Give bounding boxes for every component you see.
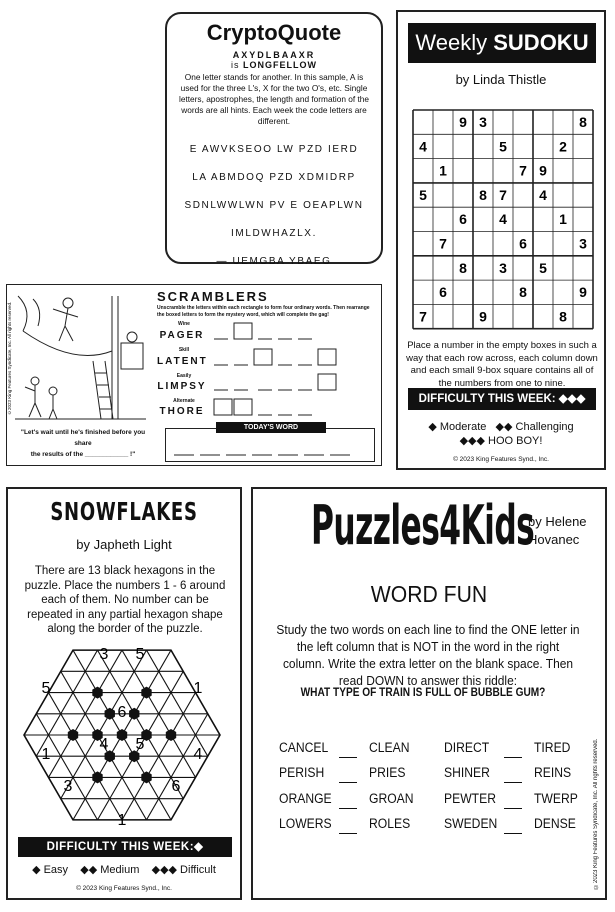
answer-blank[interactable] xyxy=(504,768,522,783)
puzzles4kids-title: Puzzles4Kids xyxy=(311,494,535,557)
snowflakes-level-difficult: ◆◆◆ Difficult xyxy=(151,864,216,876)
todays-word-box[interactable] xyxy=(165,424,375,462)
cryptoquote-sample-answer: LONGFELLOW xyxy=(243,60,317,70)
sudoku-level-moderate: ◆ Moderate xyxy=(428,421,487,433)
snowflakes-level-medium: ◆◆ Medium xyxy=(80,864,140,876)
puzzles4kids-credit: ©2023 King Features Syndicate, Inc. All rights reserved. xyxy=(593,738,599,889)
sudoku-levels xyxy=(398,420,604,448)
sudoku-given-digit: 1 xyxy=(439,162,447,179)
black-hexagon xyxy=(117,729,127,741)
snowflakes-byline: by Japheth Light xyxy=(76,537,172,552)
snowflakes-given-number: 4 xyxy=(99,736,109,753)
answer-blank[interactable] xyxy=(504,743,522,758)
puzzles4kids-subtitle: WORD FUN xyxy=(370,581,488,607)
scramblers-word: PAGER xyxy=(159,330,205,341)
cryptoquote-sample-is: is xyxy=(230,60,240,70)
snowflakes-title: SNOWFLAKES xyxy=(50,497,198,526)
black-hexagon xyxy=(92,687,102,699)
sudoku-given-digit: 1 xyxy=(559,211,567,228)
scramblers-caption xyxy=(13,427,153,460)
snowflakes-given-number: 1 xyxy=(117,812,127,829)
snowflakes-given-number: 4 xyxy=(193,746,203,763)
sudoku-instructions: Place a number in the empty boxes in such a way that each row across, each column down and each small 9-box square contains all of the numbers from one to nine. xyxy=(406,340,598,389)
sudoku-given-digit: 6 xyxy=(519,235,527,252)
black-hexagon xyxy=(129,708,139,720)
sudoku-level-challenging: ◆◆ Challenging xyxy=(495,421,574,433)
scramblers-hint: Skill xyxy=(178,347,190,353)
puzzles4kids-instructions: Study the two words on each line to find the ONE letter in the left column that is NOT in the word in the right column. Write the extra letter on the blank space. Then read DOWN to answer this riddle: xyxy=(276,622,580,688)
answer-blank[interactable] xyxy=(339,819,357,834)
sudoku-given-digit: 9 xyxy=(539,162,547,179)
scramblers-word: THORE xyxy=(159,406,205,417)
todays-word-blanks xyxy=(172,443,367,457)
sudoku-title-bold: SUDOKU xyxy=(493,30,589,55)
sudoku-given-digit: 8 xyxy=(459,259,467,276)
sudoku-given-digit: 8 xyxy=(479,186,487,203)
snowflakes-given-number: 3 xyxy=(63,778,73,795)
sudoku-grid[interactable] xyxy=(412,109,594,330)
black-hexagon xyxy=(68,729,78,741)
cryptoquote-sample-code: AXYDLBAAXR xyxy=(232,50,316,60)
sudoku-given-digit: 8 xyxy=(519,284,527,301)
snowflakes-difficulty-banner: DIFFICULTY THIS WEEK:◆ xyxy=(18,837,232,857)
sudoku-given-digit: 5 xyxy=(419,186,427,203)
answer-blank[interactable] xyxy=(504,819,522,834)
sudoku-given-digit: 7 xyxy=(519,162,527,179)
snowflakes-given-number: 6 xyxy=(171,778,181,795)
snowflakes-given-number: 3 xyxy=(99,646,109,663)
scramblers-caption-blank: ____________ !" xyxy=(84,451,136,458)
snowflakes-given-number: 5 xyxy=(41,680,51,697)
scramblers-hint: Easily xyxy=(176,373,192,379)
answer-blank[interactable] xyxy=(339,768,357,783)
cryptoquote-line: E AWVKSEOO LW PZD IERD xyxy=(189,144,359,155)
sudoku-copyright: © 2023 King Features Synd., Inc. xyxy=(453,456,549,463)
cryptoquote-rules: One letter stands for another. In this sample, A is used for the three L's, X for the two O's, etc. Single letters, apostrophes, the length and formation of the words are all hints. Each week the code letters are different. xyxy=(178,72,370,126)
sudoku-given-digit: 9 xyxy=(479,308,487,325)
sudoku-given-digit: 4 xyxy=(499,211,507,228)
word-right-b: REINS xyxy=(534,765,572,780)
snowflakes-instructions: There are 13 black hexagons in the puzzle. Place the numbers 1 - 6 around each of them. No number can be repeated in any partial hexagon shape along the border of the puzzle. xyxy=(24,565,226,635)
snowflakes-given-number: 6 xyxy=(117,704,127,721)
sudoku-given-digit: 3 xyxy=(579,235,587,252)
word-right-a: DIRECT xyxy=(444,740,490,755)
word-left-b: GROAN xyxy=(369,791,414,806)
scramblers-word: LIMPSY xyxy=(157,381,207,392)
todays-word-label: TODAY'S WORD xyxy=(216,422,326,433)
scramblers-word: LATENT xyxy=(157,356,208,367)
word-left-a: PERISH xyxy=(279,765,325,780)
snowflakes-levels xyxy=(8,863,240,876)
black-hexagon xyxy=(105,708,115,720)
snowflakes-copyright: © 2023 King Features Synd., Inc. xyxy=(76,885,172,892)
sudoku-given-digit: 9 xyxy=(459,114,467,130)
sudoku-given-digit: 4 xyxy=(539,186,547,203)
sudoku-given-digit: 6 xyxy=(439,284,447,301)
sudoku-panel xyxy=(396,10,606,470)
snowflakes-given-number: 5 xyxy=(135,736,145,753)
word-left-a: ORANGE xyxy=(279,791,332,806)
cryptoquote-line: IMLDWHAZLX. xyxy=(231,228,317,239)
black-hexagon xyxy=(141,687,151,699)
sudoku-given-digit: 7 xyxy=(499,186,507,203)
answer-blank[interactable] xyxy=(339,743,357,758)
sudoku-given-digit: 5 xyxy=(499,138,507,155)
sudoku-title-light: Weekly xyxy=(415,30,488,55)
puzzles4kids-question: WHAT TYPE OF TRAIN IS FULL OF BUBBLE GUM? xyxy=(300,687,546,699)
answer-blank[interactable] xyxy=(504,794,522,809)
word-right-a: PEWTER xyxy=(444,791,496,806)
puzzles4kids-byline-1: by Helene xyxy=(528,514,587,529)
sudoku-given-digit: 2 xyxy=(559,138,567,155)
scramblers-answer-slots[interactable] xyxy=(212,319,378,421)
cryptoquote-line: SDNLWWLWN PV E OEAPLWN xyxy=(184,200,364,211)
word-left-a: LOWERS xyxy=(279,816,332,831)
scramblers-caption-line1: "Let's wait until he's finished before you share xyxy=(20,429,146,447)
sudoku-given-digit: 6 xyxy=(459,211,467,228)
sudoku-given-digit: 7 xyxy=(439,235,447,252)
snowflakes-given-number: 5 xyxy=(135,646,145,663)
sudoku-given-digit: 3 xyxy=(479,114,487,130)
word-right-b: TWERP xyxy=(534,791,578,806)
cryptoquote-title: CryptoQuote xyxy=(206,20,342,45)
scramblers-cartoon xyxy=(13,291,148,423)
sudoku-given-digit: 8 xyxy=(559,308,567,325)
scramblers-hint: Wine xyxy=(178,321,190,327)
sudoku-given-digit: 9 xyxy=(579,284,587,301)
black-hexagon xyxy=(166,729,176,741)
snowflakes-grid[interactable] xyxy=(18,635,234,835)
sudoku-difficulty-banner: DIFFICULTY THIS WEEK: ◆◆◆ xyxy=(408,388,596,410)
puzzles4kids-panel xyxy=(251,487,607,900)
sudoku-given-digit: 5 xyxy=(539,259,547,276)
snowflakes-given-number: 1 xyxy=(193,680,203,697)
answer-blank[interactable] xyxy=(339,794,357,809)
scramblers-hint: Alternate xyxy=(173,398,195,404)
cryptoquote-line: LA ABMDOQ PZD XDMIDRP xyxy=(192,172,356,183)
word-left-b: PRIES xyxy=(369,765,406,780)
snowflakes-given-number: 1 xyxy=(41,746,51,763)
word-right-b: TIRED xyxy=(534,740,571,755)
black-hexagon xyxy=(92,771,102,783)
sudoku-given-digit: 4 xyxy=(419,138,427,155)
sudoku-byline: by Linda Thistle xyxy=(455,72,547,87)
word-right-a: SHINER xyxy=(444,765,490,780)
word-left-b: ROLES xyxy=(369,816,411,831)
puzzles4kids-byline-2: Hovanec xyxy=(528,532,580,547)
cryptoquote-panel xyxy=(165,12,383,267)
sudoku-title-banner xyxy=(408,23,596,63)
black-hexagon xyxy=(141,771,151,783)
word-left-a: CANCEL xyxy=(279,740,329,755)
scramblers-panel xyxy=(6,284,382,466)
snowflakes-level-easy: ◆ Easy xyxy=(32,864,69,876)
scramblers-caption-line2: the results of the xyxy=(30,451,84,458)
sudoku-level-hooboy: ◆◆◆ HOO BOY! xyxy=(459,435,543,447)
snowflakes-panel xyxy=(6,487,242,900)
word-right-a: SWEDEN xyxy=(444,816,498,831)
cryptoquote-author: — UEMGBA YBAEG xyxy=(216,256,332,267)
scramblers-credit: ©2023 King Features Syndicate, Inc. All rights reserved. xyxy=(7,301,12,415)
sudoku-given-digit: 8 xyxy=(579,114,587,130)
word-right-b: DENSE xyxy=(534,816,576,831)
sudoku-given-digit: 7 xyxy=(419,308,427,325)
scramblers-instructions: Unscramble the letters within each rectangle to form four ordinary words. Then rearrange the boxed letters to form the mystery word, which will complete the gag! xyxy=(157,305,370,318)
scramblers-title: SCRAMBLERS xyxy=(157,289,269,304)
word-left-b: CLEAN xyxy=(369,740,410,755)
puzzles4kids-byline xyxy=(528,513,587,549)
sudoku-given-digit: 3 xyxy=(499,259,507,276)
